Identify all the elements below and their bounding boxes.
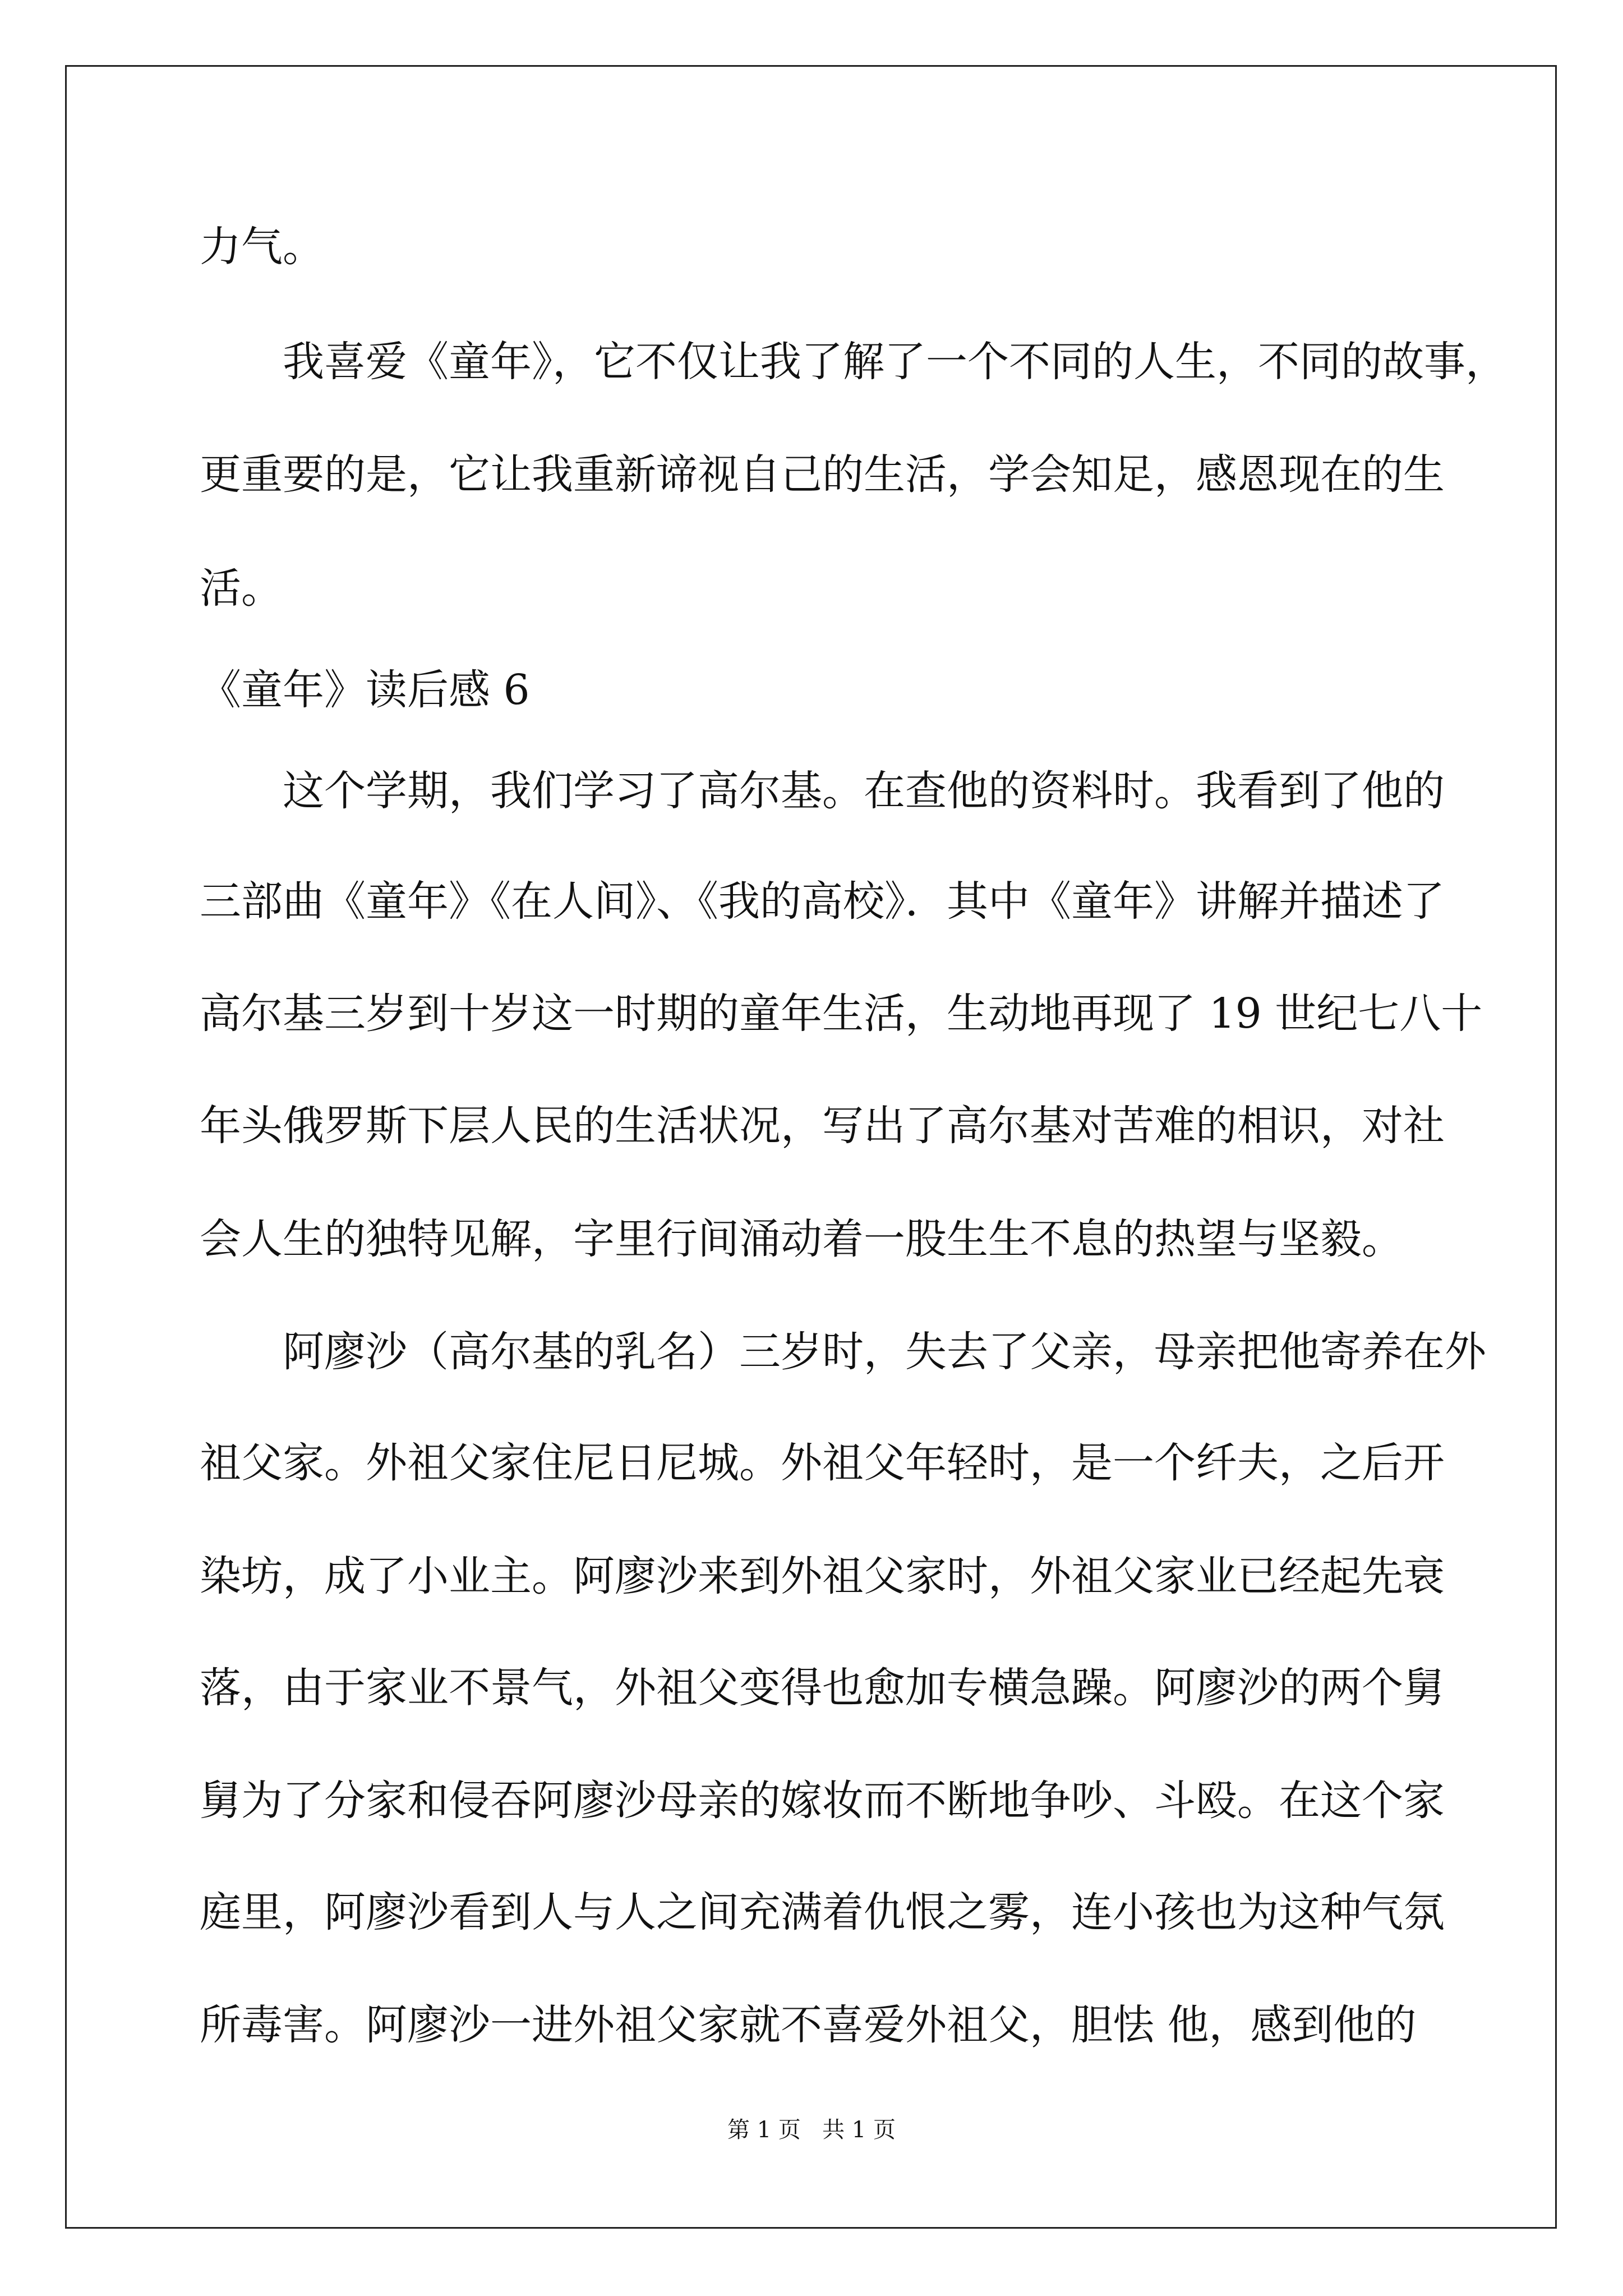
paragraph-line: 我喜爱《童年》，它不仅让我了解了一个不同的人生，不同的故事， (283, 338, 1507, 386)
section-heading: 《童年》读后感 6 (200, 666, 530, 714)
page-footer: 第 1 页 共 1 页 (727, 2117, 896, 2143)
paragraph-line: 阿廖沙（高尔基的乳名）三岁时，失去了父亲，母亲把他寄养在外 (283, 1328, 1486, 1376)
text-line: 染坊，成了小业主。阿廖沙来到外祖父家时，外祖父家业已经起先衰 (200, 1552, 1445, 1600)
text-line: 舅为了分家和侵吞阿廖沙母亲的嫁妆而不断地争吵、斗殴。在这个家 (200, 1777, 1445, 1825)
text-line: 力气。 (200, 223, 324, 271)
paragraph-line: 这个学期，我们学习了高尔基。在查他的资料时。我看到了他的 (283, 767, 1445, 815)
text-line: 活。 (200, 564, 283, 613)
text-line: 高尔基三岁到十岁这一时期的童年生活，生动地再现了 19 世纪七八十 (200, 990, 1483, 1038)
text-line: 会人生的独特见解，字里行间涌动着一股生生不息的热望与坚毅。 (200, 1215, 1403, 1263)
text-line: 三部曲《童年》《在人间》、《我的高校》．其中《童年》讲解并描述了 (200, 877, 1445, 926)
text-line: 祖父家。外祖父家住尼日尼城。外祖父年轻时，是一个纤夫，之后开 (200, 1439, 1445, 1487)
text-line: 所毒害。阿廖沙一进外祖父家就不喜爱外祖父，胆怯 他，感到他的 (200, 2001, 1417, 2049)
text-line: 更重要的是，它让我重新谛视自己的生活，学会知足，感恩现在的生 (200, 450, 1445, 499)
text-line: 年头俄罗斯下层人民的生活状况，写出了高尔基对苦难的相识，对社 (200, 1102, 1445, 1150)
text-line: 落，由于家业不景气，外祖父变得也愈加专横急躁。阿廖沙的两个舅 (200, 1664, 1445, 1712)
text-line: 庭里，阿廖沙看到人与人之间充满着仇恨之雾，连小孩也为这种气氛 (200, 1888, 1445, 1936)
